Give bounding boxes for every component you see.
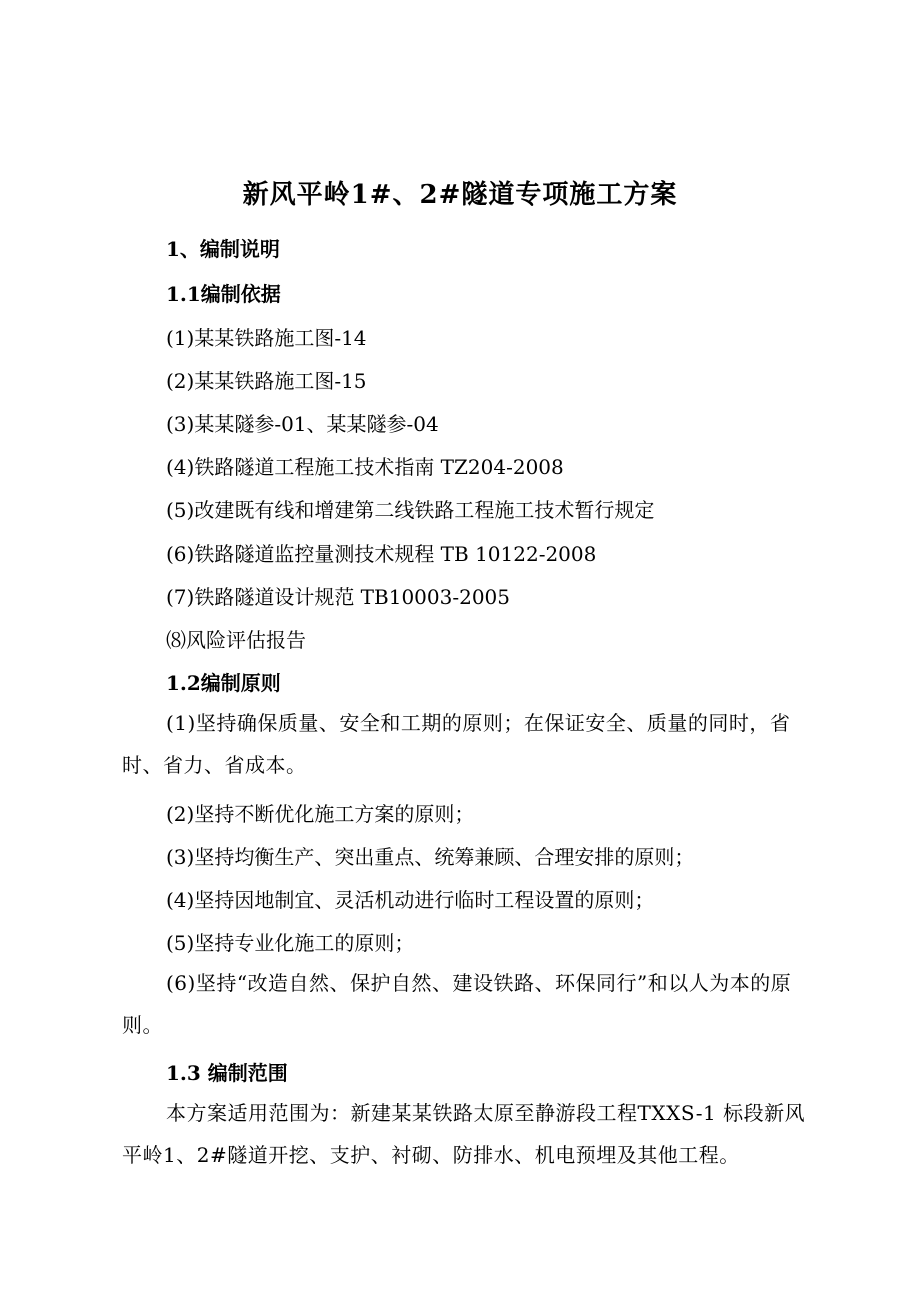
document-title: 新风平岭1#、2#隧道专项施工方案 bbox=[242, 180, 678, 210]
section-heading-1-3: 1.3 编制范围 bbox=[166, 1061, 288, 1085]
principle-item: (2)坚持不断优化施工方案的原则； bbox=[166, 802, 475, 826]
basis-item: (3)某某隧参-01、某某隧参-04 bbox=[166, 412, 439, 436]
basis-item: (1)某某铁路施工图-14 bbox=[166, 326, 367, 350]
scope-paragraph: 本方案适用范围为：新建某某铁路太原至静游段工程TXXS-1 标段新风平岭1、2#隧道开挖、支护、衬砌、防排水、机电预埋及其他工程。 bbox=[122, 1101, 806, 1167]
basis-item: (5)改建既有线和增建第二线铁路工程施工技术暂行规定 bbox=[166, 498, 655, 522]
principle-item: (3)坚持均衡生产、突出重点、统筹兼顾、合理安排的原则； bbox=[166, 845, 695, 869]
basis-item: (2)某某铁路施工图-15 bbox=[166, 369, 367, 393]
section-heading-1-2: 1.2编制原则 bbox=[166, 671, 281, 695]
principle-item: (4)坚持因地制宜、灵活机动进行临时工程设置的原则； bbox=[166, 888, 655, 912]
basis-item: (7)铁路隧道设计规范 TB10003-2005 bbox=[166, 585, 511, 609]
basis-item: (4)铁路隧道工程施工技术指南 TZ204-2008 bbox=[166, 455, 564, 479]
principle-item: (5)坚持专业化施工的原则； bbox=[166, 931, 415, 955]
basis-item: ⑻风险评估报告 bbox=[166, 628, 306, 652]
principle-paragraph: (6)坚持“改造自然、保护自然、建设铁路、环保同行”和以人为本的原则。 bbox=[122, 971, 792, 1037]
principle-paragraph: (1)坚持确保质量、安全和工期的原则；在保证安全、质量的同时，省时、省力、省成本。 bbox=[122, 711, 791, 777]
section-heading-1: 1、编制说明 bbox=[166, 237, 280, 261]
section-heading-1-1: 1.1编制依据 bbox=[166, 282, 281, 306]
basis-item: (6)铁路隧道监控量测技术规程 TB 10122-2008 bbox=[166, 542, 597, 566]
